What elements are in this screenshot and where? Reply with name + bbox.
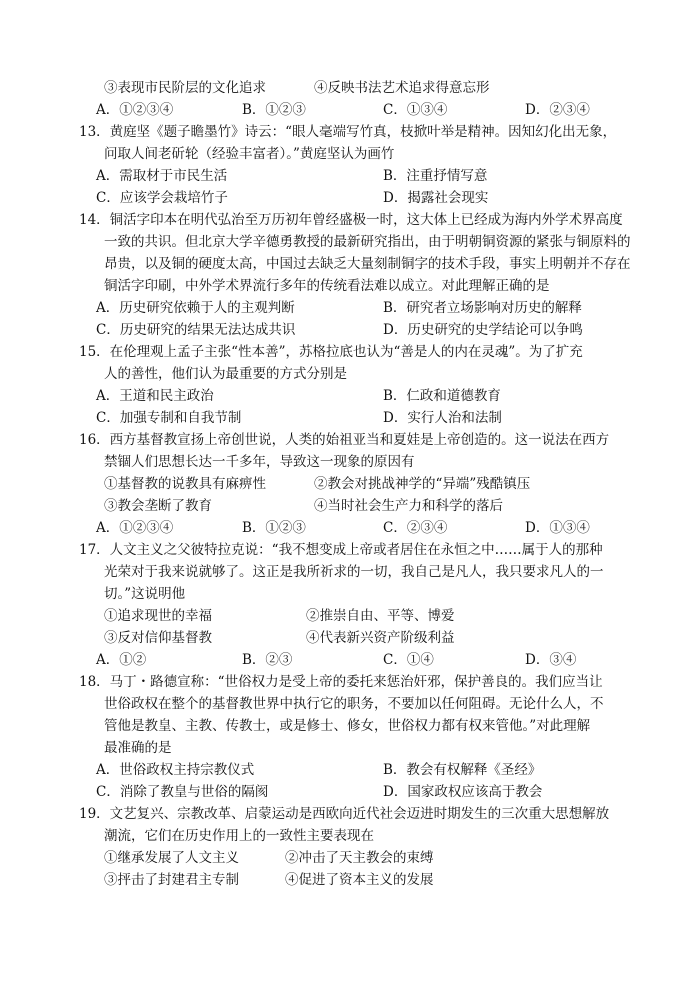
q14-option-a: A．历史研究依赖于人的主观判断 [96, 300, 295, 316]
q17-stem-line2: 光荣对于我来说就够了。这正是我所祈求的一切，我自己是凡人，我只要求凡人的一 [104, 564, 604, 580]
q19-sub2: ②冲击了天主教会的束缚 [285, 850, 434, 866]
q15-option-d: D．实行人治和法制 [383, 410, 502, 426]
q15-option-b: B．仁政和道德教育 [383, 388, 501, 404]
q17-sub4: ④代表新兴资产阶级利益 [306, 630, 455, 646]
q16-stem-line1: 16．西方基督教宣扬上帝创世说，人类的始祖亚当和夏娃是上帝创造的。这一说法在西方 [79, 432, 610, 448]
q17-option-a: A．①② [96, 652, 147, 668]
q13-option-d: D．揭露社会现实 [383, 190, 489, 206]
q14-option-b: B．研究者立场影响对历史的解释 [383, 300, 582, 316]
q17-option-c: C．①④ [383, 652, 434, 668]
q16-option-b: B．①②③ [242, 520, 306, 536]
q14-stem-line3: 昂贵，以及铜的硬度太高，中国过去缺乏大量刻制铜字的技术手段，事实上明朝并不存在 [104, 256, 631, 272]
q19-sub1: ①继承发展了人文主义 [104, 850, 239, 866]
q13-stem-line1: 13．黄庭坚《题子瞻墨竹》诗云：“眼人毫端写竹真，枝掀叶举是精神。因知幻化出无象， [79, 124, 617, 140]
q14-stem-line1: 14．铜活字印本在明代弘治至万历初年曾经盛极一时，这大体上已经成为海内外学术界高度 [79, 212, 623, 228]
q18-stem-line4: 最准确的是 [104, 740, 172, 756]
q15-option-c: C．加强专制和自我节制 [96, 410, 242, 426]
q13-stem-line2: 问取人间老斫轮（经验丰富者）。”黄庭坚认为画竹 [104, 146, 395, 162]
q17-sub1: ①追求现世的幸福 [104, 608, 212, 624]
q19-stem-line1: 19．文艺复兴、宗教改革、启蒙运动是西欧向近代社会迈进时期发生的三次重大思想解放 [79, 806, 610, 822]
q18-option-b: B．教会有权解释《圣经》 [383, 762, 542, 778]
q16-sub2: ②教会对挑战神学的“异端”残酷镇压 [314, 476, 531, 492]
q13-option-a: A．需取材于市民生活 [96, 168, 228, 184]
q16-option-d: D．①③④ [525, 520, 590, 536]
q19-sub4: ④促进了资本主义的发展 [285, 872, 434, 888]
q12-option-c: C．①③④ [383, 102, 448, 118]
q14-option-d: D．历史研究的史学结论可以争鸣 [383, 322, 583, 338]
q16-sub4: ④当时社会生产力和科学的落后 [314, 498, 503, 514]
q14-option-c: C．历史研究的结果无法达成共识 [96, 322, 296, 338]
q13-option-b: B．注重抒情写意 [383, 168, 488, 184]
q16-sub1: ①基督教的说教具有麻痹性 [104, 476, 266, 492]
q18-stem-line1: 18．马丁・路德宣称：“世俗权力是受上帝的委托来惩治奸邪，保护善良的。我们应当让 [79, 674, 603, 690]
q16-sub3: ③教会垄断了教育 [104, 498, 212, 514]
q15-stem-line1: 15．在伦理观上孟子主张“性本善”，苏格拉底也认为“善是人的内在灵魂”。为了扩充 [79, 344, 583, 360]
q17-option-d: D．③④ [525, 652, 577, 668]
q16-option-c: C．②③④ [383, 520, 448, 536]
q15-stem-line2: 人的善性，他们认为最重要的方式分别是 [104, 366, 347, 382]
q14-stem-line4: 铜活字印刷，中外学术界流行多年的传统看法难以成立。对此理解正确的是 [104, 278, 550, 294]
q12-sub4: ④反映书法艺术追求得意忘形 [314, 80, 490, 96]
q18-option-d: D．国家政权应该高于教会 [383, 784, 543, 800]
q17-sub2: ②推崇自由、平等、博爱 [306, 608, 455, 624]
q13-option-c: C．应该学会栽培竹子 [96, 190, 228, 206]
q18-option-c: C．消除了教皇与世俗的隔阂 [96, 784, 269, 800]
q12-option-d: D．②③④ [525, 102, 590, 118]
q12-option-a: A．①②③④ [96, 102, 174, 118]
q18-stem-line3: 管他是教皇、主教、传教士，或是修士、修女，世俗权力都有权来管他。”对此理解 [104, 718, 591, 734]
q14-stem-line2: 一致的共识。但北京大学辛德勇教授的最新研究指出，由于明朝铜资源的紧张与铜原料的 [104, 234, 631, 250]
q16-stem-line2: 禁锢人们思想长达一千多年，导致这一现象的原因有 [104, 454, 415, 470]
q16-option-a: A．①②③④ [96, 520, 174, 536]
q17-option-b: B．②③ [242, 652, 293, 668]
q12-option-b: B．①②③ [242, 102, 306, 118]
q12-sub3: ③表现市民阶层的文化追求 [104, 80, 266, 96]
q18-option-a: A．世俗政权主持宗教仪式 [96, 762, 255, 778]
q19-sub3: ③抨击了封建君主专制 [104, 872, 239, 888]
q17-stem-line3: 切。”这说明他 [104, 586, 186, 602]
q19-stem-line2: 潮流，它们在历史作用上的一致性主要表现在 [104, 828, 374, 844]
q15-option-a: A．王道和民主政治 [96, 388, 214, 404]
q17-sub3: ③反对信仰基督教 [104, 630, 212, 646]
q17-stem-line1: 17．人文主义之父彼特拉克说：“我不想变成上帝或者居住在永恒之中……属于人的那种 [79, 542, 603, 558]
q18-stem-line2: 世俗政权在整个的基督教世界中执行它的职务，不要加以任何阻碍。无论什么人，不 [104, 696, 604, 712]
